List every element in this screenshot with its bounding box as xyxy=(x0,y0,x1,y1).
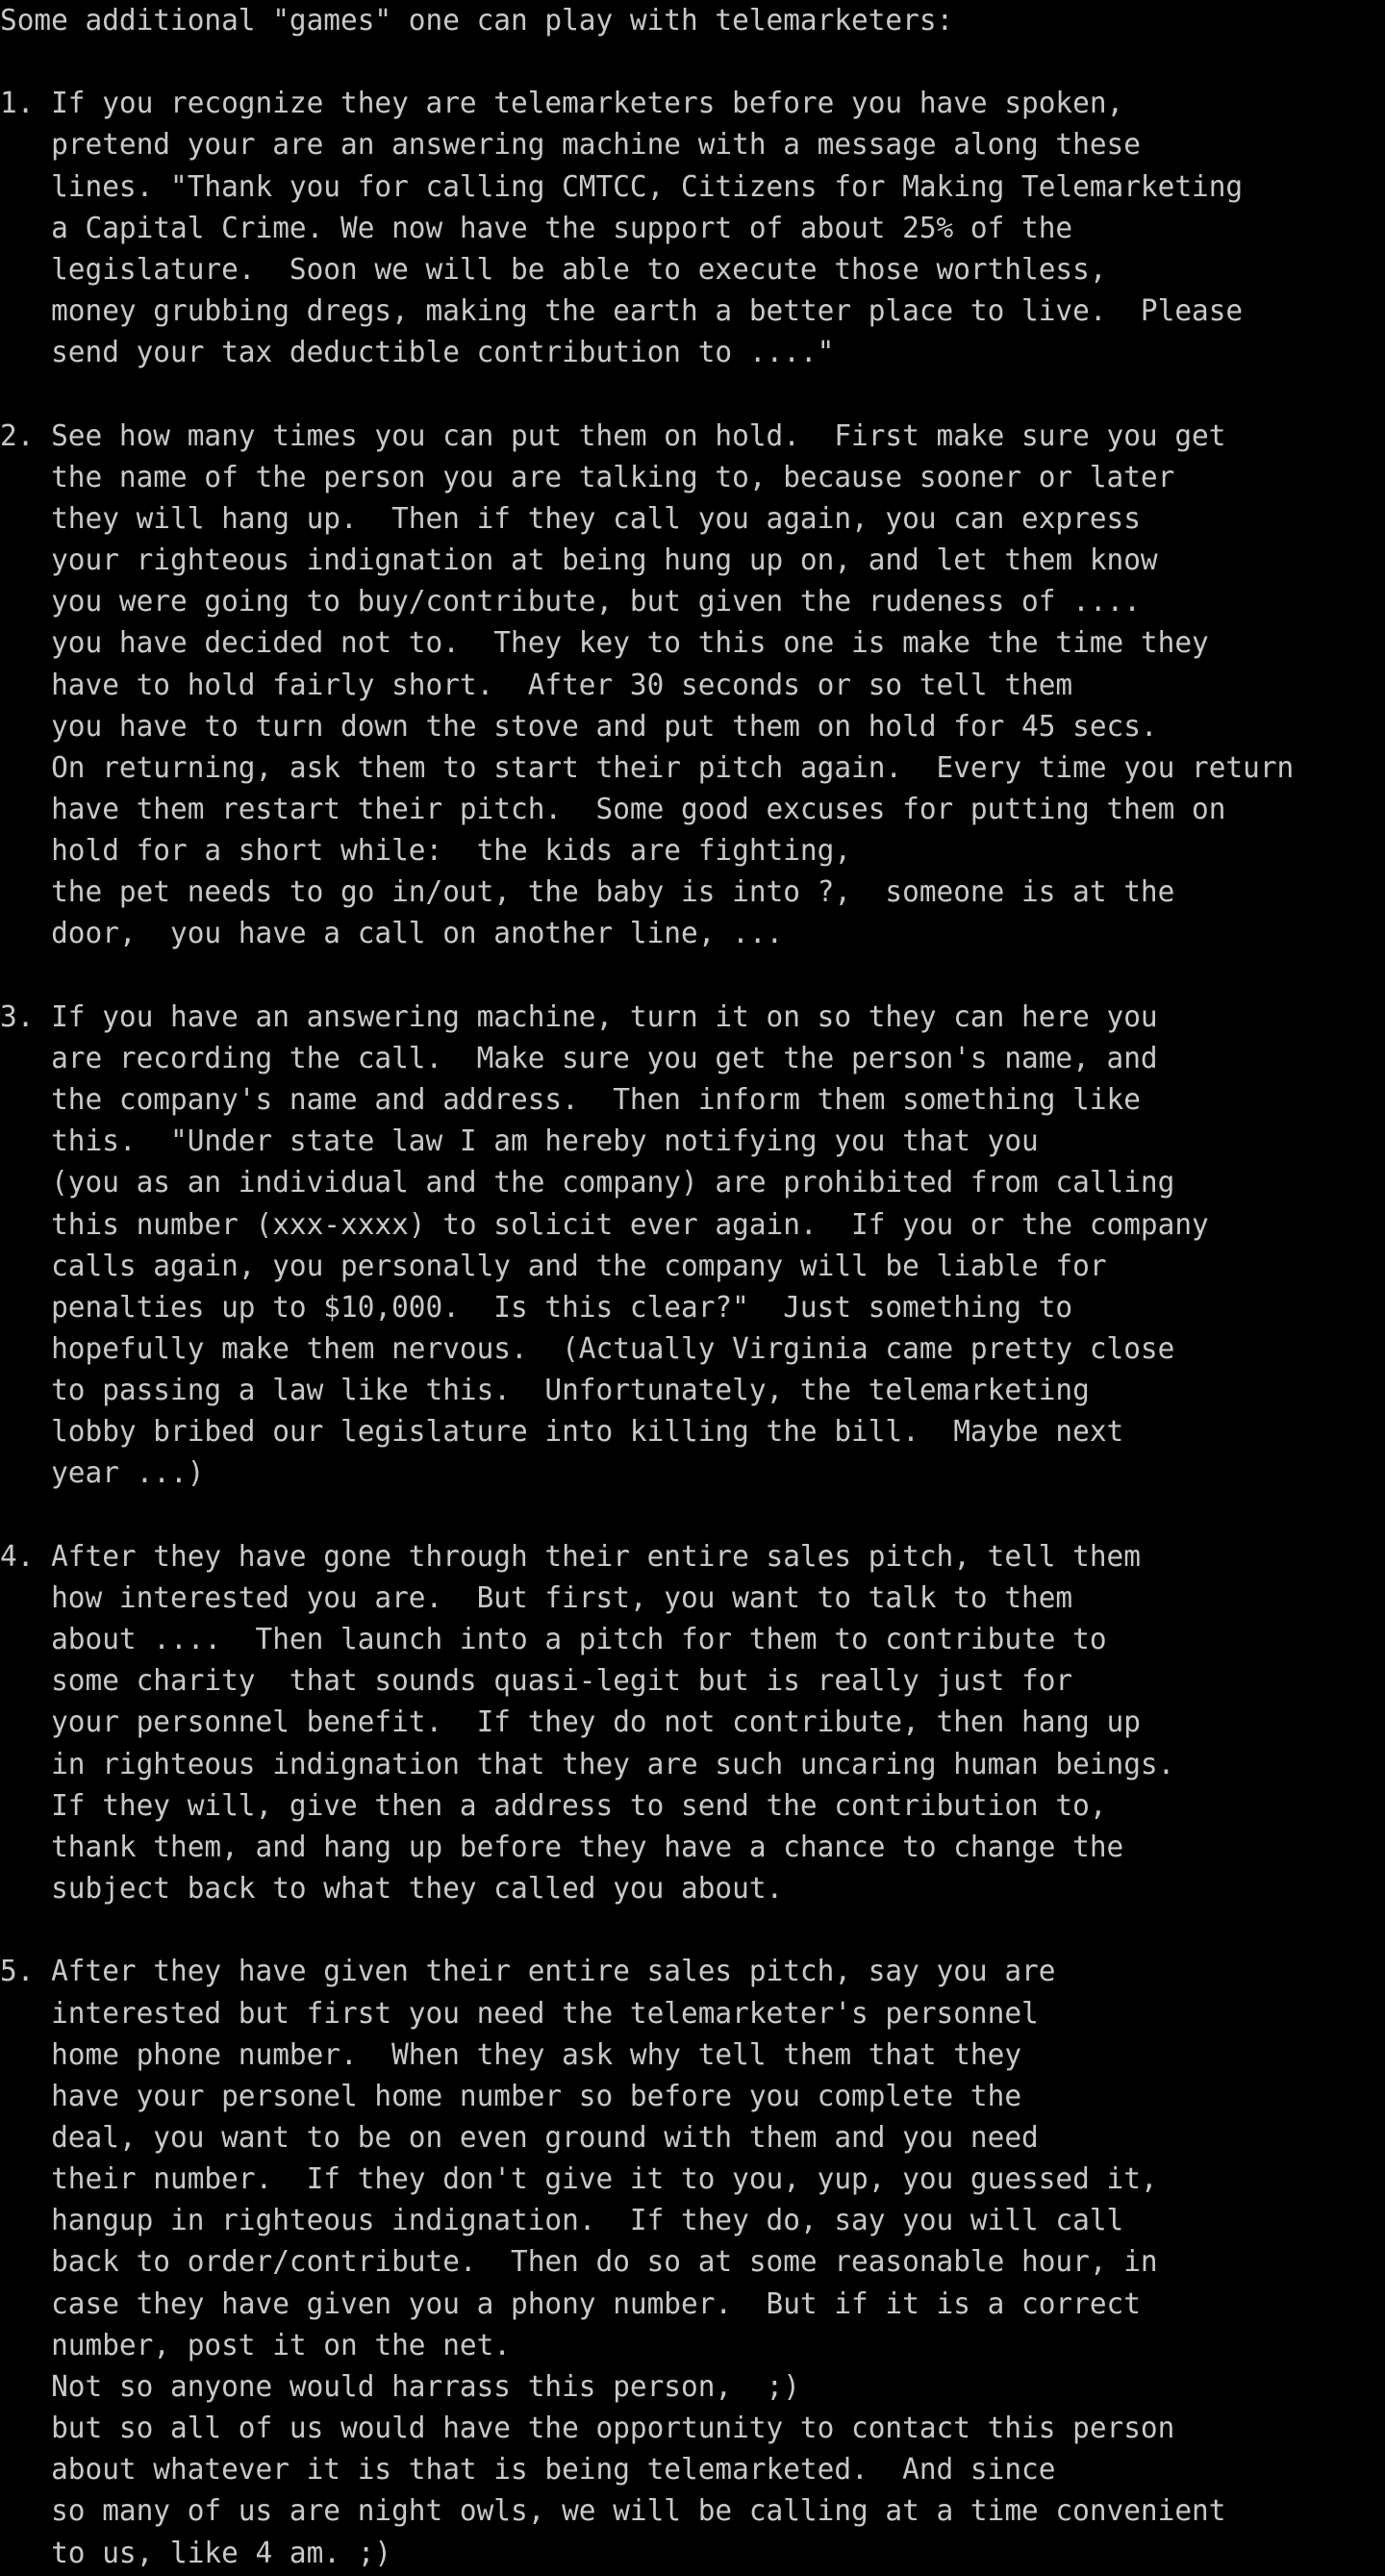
text-line: home phone number. When they ask why tell them that they xyxy=(0,2037,1022,2072)
text-line: 5. After they have given their entire sales pitch, say you are xyxy=(0,1955,1056,1989)
text-line: On returning, ask them to start their pitch again. Every time you return xyxy=(0,750,1295,785)
blank-line xyxy=(0,1495,1294,1536)
text-line: money grubbing dregs, making the earth a better place to live. Please xyxy=(0,294,1244,329)
text-line: back to order/contribute. Then do so at some reasonable hour, in xyxy=(0,2245,1158,2280)
text-line: 1. If you recognize they are telemarketers before you have spoken, xyxy=(0,87,1124,121)
text-line: your righteous indignation at being hung up on, and let them know xyxy=(0,543,1158,578)
text-line: you were going to buy/contribute, but given the rudeness of .... xyxy=(0,585,1141,619)
text-line: this number (xxx-xxxx) to solicit ever again. If you or the company xyxy=(0,1207,1209,1242)
text-line: but so all of us would have the opportunity to contact this person xyxy=(0,2412,1175,2446)
text-line: the name of the person you are talking to, because sooner or later xyxy=(0,460,1175,494)
text-line: 3. If you have an answering machine, turn it on so they can here you xyxy=(0,999,1158,1034)
text-line: about whatever it is that is being telemarketed. And since xyxy=(0,2453,1056,2488)
text-line: hangup in righteous indignation. If they do, say you will call xyxy=(0,2204,1124,2238)
text-line: penalties up to $10,000. Is this clear?" Just something to xyxy=(0,1290,1073,1325)
text-line: calls again, you personally and the company will be liable for xyxy=(0,1249,1107,1283)
text-line: door, you have a call on another line, ... xyxy=(0,917,784,951)
text-line: have them restart their pitch. Some good excuses for putting them on xyxy=(0,792,1226,826)
text-line: deal, you want to be on even ground with them and you need xyxy=(0,2120,1039,2155)
text-line: to us, like 4 am. ;) xyxy=(0,2536,392,2570)
text-line: lobby bribed our legislature into killing the bill. Maybe next xyxy=(0,1415,1124,1450)
text-line: they will hang up. Then if they call you again, you can express xyxy=(0,501,1141,536)
text-line: you have decided not to. They key to this one is make the time they xyxy=(0,626,1209,661)
text-line: hold for a short while: the kids are fighting, xyxy=(0,834,852,869)
text-line: number, post it on the net. xyxy=(0,2328,512,2362)
text-line: (you as an individual and the company) are prohibited from calling xyxy=(0,1166,1175,1200)
blank-line xyxy=(0,373,1294,415)
text-line: you have to turn down the stove and put them on hold for 45 secs. xyxy=(0,709,1158,744)
text-line: interested but first you need the telemarketer's personnel xyxy=(0,1996,1039,2031)
text-line: have to hold fairly short. After 30 seconds or so tell them xyxy=(0,668,1073,702)
text-line: are recording the call. Make sure you get the person's name, and xyxy=(0,1041,1158,1075)
blank-line xyxy=(0,1909,1294,1951)
text-line: year ...) xyxy=(0,1456,205,1491)
text-line: If they will, give then a address to send the contribution to, xyxy=(0,1788,1107,1823)
text-line: have your personel home number so before you complete the xyxy=(0,2079,1022,2113)
text-line: lines. "Thank you for calling CMTCC, Citizens for Making Telemarketing xyxy=(0,169,1244,204)
text-line: their number. If they don't give it to you, yup, you guessed it, xyxy=(0,2162,1158,2197)
text-line: send your tax deductible contribution to ...." xyxy=(0,336,835,370)
text-line: your personnel benefit. If they do not contribute, then hang up xyxy=(0,1705,1141,1740)
text-line: legislature. Soon we will be able to execute those worthless, xyxy=(0,252,1107,287)
text-line: case they have given you a phony number. But if it is a correct xyxy=(0,2286,1141,2321)
text-line: thank them, and hang up before they have a chance to change the xyxy=(0,1830,1124,1864)
text-line: some charity that sounds quasi-legit but is really just for xyxy=(0,1664,1073,1699)
text-line: so many of us are night owls, we will be calling at a time convenient xyxy=(0,2494,1226,2529)
text-line: the company's name and address. Then inform them something like xyxy=(0,1083,1141,1118)
text-line: subject back to what they called you about. xyxy=(0,1872,784,1907)
text-line: Not so anyone would harrass this person, ;) xyxy=(0,2369,800,2404)
text-line: a Capital Crime. We now have the support of about 25% of the xyxy=(0,211,1073,245)
text-line: to passing a law like this. Unfortunately, the telemarketing xyxy=(0,1374,1090,1408)
text-line: how interested you are. But first, you want to talk to them xyxy=(0,1580,1073,1615)
blank-line xyxy=(0,41,1294,83)
blank-line xyxy=(0,955,1294,997)
text-line: in righteous indignation that they are such uncaring human beings. xyxy=(0,1747,1175,1781)
text-line: 2. See how many times you can put them on hold. First make sure you get xyxy=(0,418,1226,453)
text-line: the pet needs to go in/out, the baby is into ?, someone is at the xyxy=(0,875,1175,910)
text-line: hopefully make them nervous. (Actually Virginia came pretty close xyxy=(0,1332,1175,1366)
text-line: 4. After they have gone through their entire sales pitch, tell them xyxy=(0,1539,1141,1574)
text-line: about .... Then launch into a pitch for them to contribute to xyxy=(0,1623,1107,1657)
text-line: pretend your are an answering machine with a message along these xyxy=(0,128,1141,163)
text-line: this. "Under state law I am hereby notifying you that you xyxy=(0,1124,1039,1159)
text-line: Some additional "games" one can play with telemarketers: xyxy=(0,4,954,38)
